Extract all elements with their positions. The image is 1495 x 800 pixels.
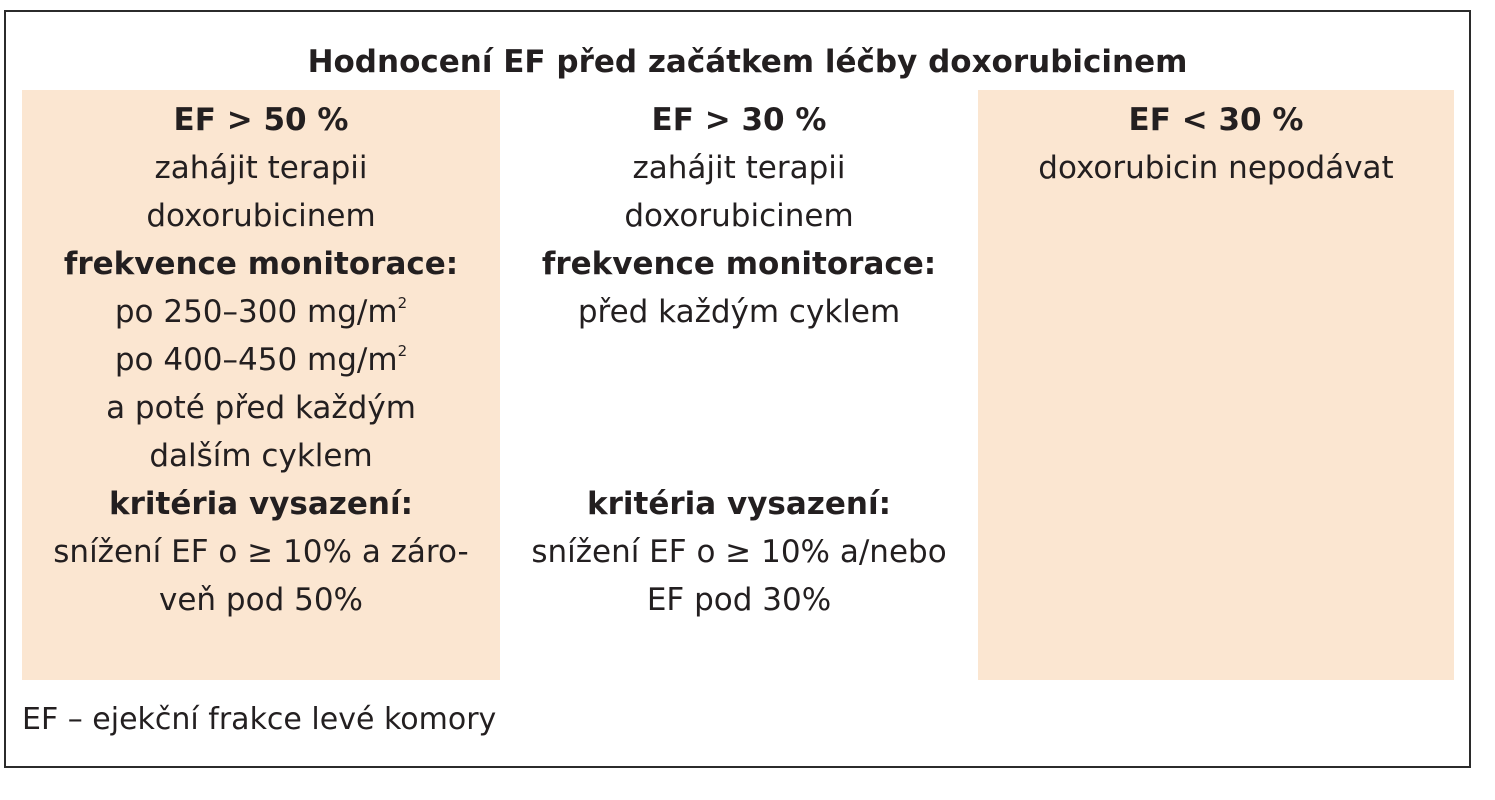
column-ef-below-30	[978, 90, 1454, 680]
monitoring-line: po 400–450 $mg/m^2$	[114, 342, 408, 378]
column-heading: EF < 30 %	[1128, 102, 1304, 138]
table-title: Hodnocení EF před začátkem léčby doxorubicinem	[307, 44, 1188, 80]
criteria-line: EF pod 30%	[646, 582, 832, 618]
monitoring-label: frekvence monitorace:	[541, 246, 937, 282]
action-line: doxorubicinem	[146, 198, 376, 234]
criteria-label: kritéria vysazení:	[109, 486, 413, 522]
criteria-line: snížení EF o ≥ 10% a záro-	[53, 534, 469, 570]
monitoring-label: frekvence monitorace:	[63, 246, 459, 282]
action-line: zahájit terapii	[632, 150, 846, 186]
column-ef-above-50	[22, 90, 500, 680]
criteria-label: kritéria vysazení:	[587, 486, 891, 522]
monitoring-line: před každým cyklem	[577, 294, 901, 330]
monitoring-line: a poté před každým	[106, 390, 416, 426]
action-line: doxorubicinem	[624, 198, 854, 234]
column-ef-above-30	[500, 90, 978, 680]
column-heading: EF > 50 %	[173, 102, 349, 138]
footnote: EF – ejekční frakce levé komory	[22, 702, 497, 737]
monitoring-line: po 250–300 $mg/m^2$	[114, 294, 408, 330]
column-heading: EF > 30 %	[651, 102, 827, 138]
criteria-line: snížení EF o ≥ 10% a/nebo	[531, 534, 947, 570]
action-line: zahájit terapii	[154, 150, 368, 186]
monitoring-line: dalším cyklem	[149, 438, 373, 474]
criteria-line: veň pod 50%	[159, 582, 363, 618]
action-line: doxorubicin nepodávat	[1038, 150, 1394, 186]
